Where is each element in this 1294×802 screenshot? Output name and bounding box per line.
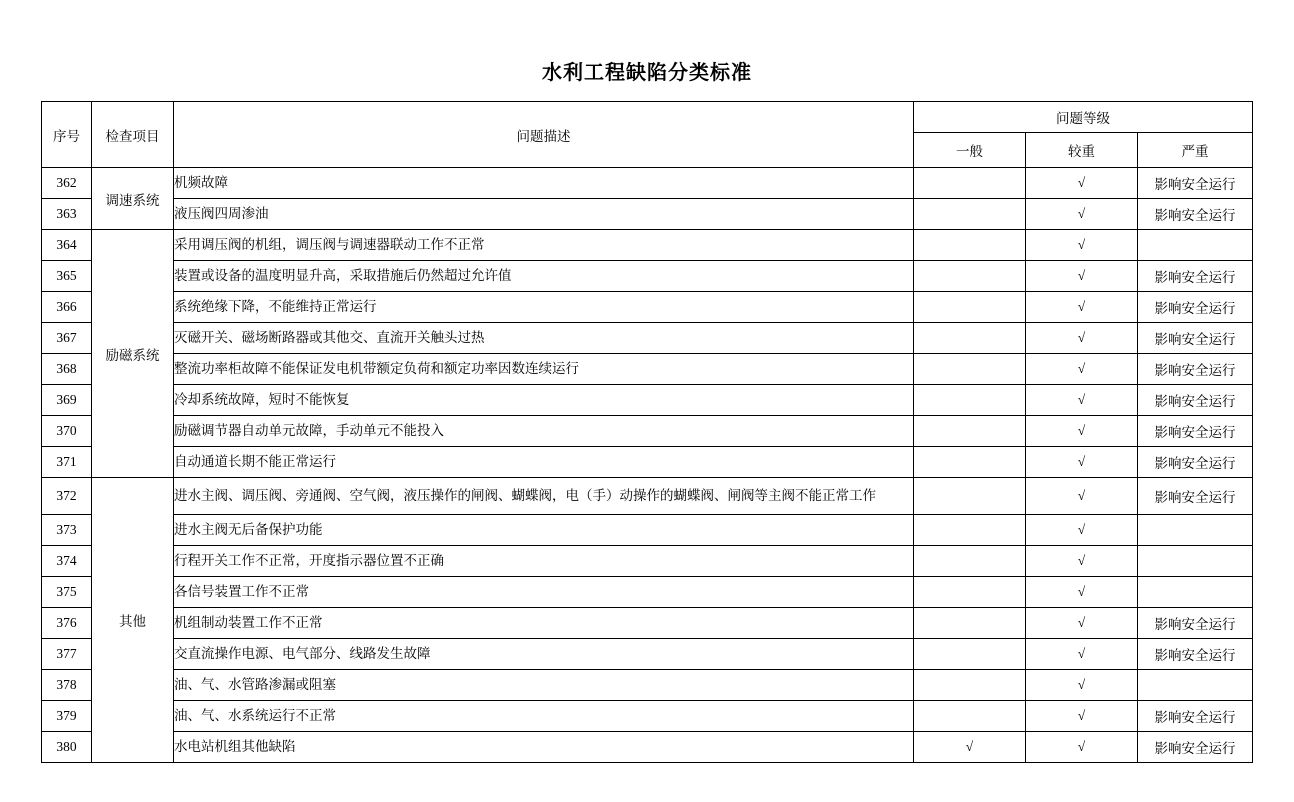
cell-grade-normal: √: [913, 732, 1025, 763]
table-header-row-1: [41, 102, 1252, 133]
cell-grade-normal: [913, 261, 1025, 292]
cell-no: 363: [41, 199, 91, 230]
cell-grade-normal: [913, 447, 1025, 478]
cell-no: 374: [41, 546, 91, 577]
table-row: [41, 608, 1252, 639]
cell-grade-severe: 影响安全运行: [1137, 292, 1252, 323]
cell-grade-normal: [913, 608, 1025, 639]
cell-no: 380: [41, 732, 91, 763]
cell-grade-severe: 影响安全运行: [1137, 261, 1252, 292]
cell-grade-heavier: √: [1025, 354, 1137, 385]
table-row: [41, 199, 1252, 230]
cell-no: 369: [41, 385, 91, 416]
column-header-grade-group: 问题等级: [913, 102, 1252, 133]
cell-no: 365: [41, 261, 91, 292]
cell-grade-heavier: √: [1025, 416, 1137, 447]
cell-grade-normal: [913, 478, 1025, 515]
cell-grade-severe: [1137, 670, 1252, 701]
cell-grade-normal: [913, 230, 1025, 261]
cell-grade-severe: [1137, 230, 1252, 261]
column-header-no: 序号: [41, 102, 91, 168]
table-body: [41, 168, 1252, 763]
table-row: [41, 354, 1252, 385]
column-header-description: 问题描述: [173, 102, 913, 168]
cell-no: 367: [41, 323, 91, 354]
cell-grade-severe: [1137, 546, 1252, 577]
cell-grade-severe: 影响安全运行: [1137, 385, 1252, 416]
table-row: [41, 478, 1252, 515]
cell-grade-severe: 影响安全运行: [1137, 639, 1252, 670]
cell-item-group: 调速系统: [91, 168, 173, 230]
table-row: [41, 447, 1252, 478]
table-row: [41, 416, 1252, 447]
cell-grade-severe: 影响安全运行: [1137, 416, 1252, 447]
cell-grade-normal: [913, 670, 1025, 701]
cell-no: 375: [41, 577, 91, 608]
cell-grade-severe: [1137, 515, 1252, 546]
table-row: [41, 670, 1252, 701]
cell-no: 373: [41, 515, 91, 546]
cell-no: 368: [41, 354, 91, 385]
cell-grade-heavier: √: [1025, 261, 1137, 292]
cell-grade-heavier: √: [1025, 639, 1137, 670]
table-header: [41, 102, 1252, 168]
cell-description: 采用调压阀的机组，调压阀与调速器联动工作不正常: [173, 230, 913, 261]
cell-grade-heavier: √: [1025, 230, 1137, 261]
cell-description: 机频故障: [173, 168, 913, 199]
cell-grade-severe: 影响安全运行: [1137, 478, 1252, 515]
cell-grade-heavier: √: [1025, 577, 1137, 608]
cell-item-group: 其他: [91, 478, 173, 763]
cell-description: 系统绝缘下降，不能维持正常运行: [173, 292, 913, 323]
defect-classification-table: [41, 101, 1253, 763]
cell-description: 各信号装置工作不正常: [173, 577, 913, 608]
cell-grade-normal: [913, 701, 1025, 732]
table-row: [41, 323, 1252, 354]
cell-description: 装置或设备的温度明显升高，采取措施后仍然超过允许值: [173, 261, 913, 292]
table-row: [41, 732, 1252, 763]
table-row: [41, 261, 1252, 292]
cell-description: 自动通道长期不能正常运行: [173, 447, 913, 478]
cell-no: 379: [41, 701, 91, 732]
cell-grade-heavier: √: [1025, 732, 1137, 763]
cell-description: 液压阀四周渗油: [173, 199, 913, 230]
page-title: 水利工程缺陷分类标准: [542, 62, 752, 84]
table-row: [41, 230, 1252, 261]
cell-grade-normal: [913, 546, 1025, 577]
cell-description: 行程开关工作不正常，开度指示器位置不正确: [173, 546, 913, 577]
column-header-grade-severe: 严重: [1137, 133, 1252, 168]
cell-no: 377: [41, 639, 91, 670]
cell-description: 进水主阀无后备保护功能: [173, 515, 913, 546]
cell-grade-severe: 影响安全运行: [1137, 354, 1252, 385]
column-header-item: 检查项目: [91, 102, 173, 168]
cell-grade-normal: [913, 416, 1025, 447]
cell-grade-severe: 影响安全运行: [1137, 447, 1252, 478]
cell-grade-severe: 影响安全运行: [1137, 199, 1252, 230]
cell-grade-normal: [913, 292, 1025, 323]
cell-description: 水电站机组其他缺陷: [173, 732, 913, 763]
cell-no: 364: [41, 230, 91, 261]
cell-description: 交直流操作电源、电气部分、线路发生故障: [173, 639, 913, 670]
cell-no: 372: [41, 478, 91, 515]
cell-grade-heavier: √: [1025, 608, 1137, 639]
cell-grade-severe: 影响安全运行: [1137, 323, 1252, 354]
table-row: [41, 515, 1252, 546]
cell-description: 励磁调节器自动单元故障，手动单元不能投入: [173, 416, 913, 447]
cell-grade-heavier: √: [1025, 515, 1137, 546]
column-header-grade-normal: 一般: [913, 133, 1025, 168]
cell-grade-heavier: √: [1025, 478, 1137, 515]
table-row: [41, 168, 1252, 199]
cell-grade-severe: 影响安全运行: [1137, 732, 1252, 763]
cell-item-group: 励磁系统: [91, 230, 173, 478]
cell-grade-normal: [913, 515, 1025, 546]
cell-no: 376: [41, 608, 91, 639]
table-row: [41, 701, 1252, 732]
cell-grade-normal: [913, 354, 1025, 385]
cell-grade-heavier: √: [1025, 670, 1137, 701]
cell-description: 机组制动装置工作不正常: [173, 608, 913, 639]
cell-no: 366: [41, 292, 91, 323]
cell-grade-normal: [913, 199, 1025, 230]
cell-no: 371: [41, 447, 91, 478]
cell-description: 油、气、水系统运行不正常: [173, 701, 913, 732]
cell-grade-severe: [1137, 577, 1252, 608]
cell-description: 进水主阀、调压阀、旁通阀、空气阀，液压操作的闸阀、蝴蝶阀，电（手）动操作的蝴蝶阀、闸阀等主阀不能正常工作: [173, 478, 913, 515]
column-header-grade-heavier: 较重: [1025, 133, 1137, 168]
cell-description: 灭磁开关、磁场断路器或其他交、直流开关触头过热: [173, 323, 913, 354]
cell-grade-heavier: √: [1025, 199, 1137, 230]
table-row: [41, 292, 1252, 323]
cell-grade-heavier: √: [1025, 323, 1137, 354]
cell-no: 362: [41, 168, 91, 199]
cell-grade-normal: [913, 323, 1025, 354]
cell-grade-normal: [913, 168, 1025, 199]
cell-grade-heavier: √: [1025, 385, 1137, 416]
cell-grade-severe: 影响安全运行: [1137, 168, 1252, 199]
cell-grade-heavier: √: [1025, 292, 1137, 323]
cell-grade-normal: [913, 385, 1025, 416]
cell-no: 378: [41, 670, 91, 701]
cell-description: 整流功率柜故障不能保证发电机带额定负荷和额定功率因数连续运行: [173, 354, 913, 385]
cell-grade-normal: [913, 639, 1025, 670]
table-row: [41, 385, 1252, 416]
cell-description: 冷却系统故障，短时不能恢复: [173, 385, 913, 416]
cell-grade-severe: 影响安全运行: [1137, 608, 1252, 639]
cell-grade-heavier: √: [1025, 447, 1137, 478]
cell-no: 370: [41, 416, 91, 447]
cell-description: 油、气、水管路渗漏或阻塞: [173, 670, 913, 701]
cell-grade-heavier: √: [1025, 701, 1137, 732]
table-row: [41, 546, 1252, 577]
table-row: [41, 577, 1252, 608]
cell-grade-heavier: √: [1025, 168, 1137, 199]
cell-grade-severe: 影响安全运行: [1137, 701, 1252, 732]
cell-grade-heavier: √: [1025, 546, 1137, 577]
table-row: [41, 639, 1252, 670]
cell-grade-normal: [913, 577, 1025, 608]
